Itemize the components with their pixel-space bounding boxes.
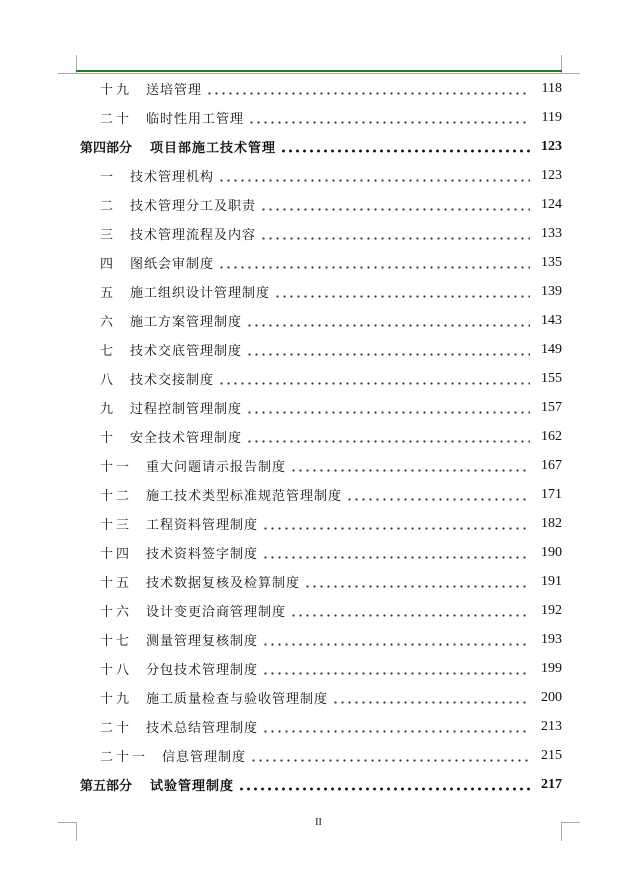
toc-entry[interactable]: [80, 654, 562, 683]
toc-entry-title: 临时性用工管理: [146, 112, 245, 127]
toc-entry[interactable]: [80, 103, 562, 132]
toc-entry-title: 技术交接制度: [130, 373, 215, 388]
toc-part-entry[interactable]: [80, 770, 562, 799]
dot-leader: [218, 169, 530, 182]
toc-entry[interactable]: [80, 364, 562, 393]
toc-entry[interactable]: [80, 161, 562, 190]
dot-leader: [274, 285, 530, 298]
toc-entry-title: 重大问题请示报告制度: [146, 460, 287, 475]
toc-entry-number: 八: [100, 373, 117, 388]
toc-entry[interactable]: [80, 596, 562, 625]
toc-entry-number: 十一: [100, 460, 133, 475]
crop-mark-top-left: [58, 55, 77, 74]
toc-entry-number: 十九: [100, 83, 133, 98]
toc-entry-page: 133: [541, 225, 562, 241]
dot-leader: [246, 343, 530, 356]
toc-entry-page: 167: [541, 457, 562, 473]
toc-entry-number: 五: [100, 286, 117, 301]
dot-leader: [246, 430, 530, 443]
toc-entry-number: 十五: [100, 576, 133, 591]
toc-entry[interactable]: [80, 741, 562, 770]
dot-leader: [260, 227, 530, 240]
toc-entry-number: 十二: [100, 489, 133, 504]
dot-leader: [250, 749, 530, 762]
toc-entry[interactable]: [80, 567, 562, 596]
toc-entry-number: 四: [100, 257, 117, 272]
toc-entry-number: 第四部分: [80, 141, 133, 156]
toc-entry-title: 安全技术管理制度: [130, 431, 243, 446]
dot-leader: [332, 691, 530, 704]
toc-entry-page: 149: [541, 341, 562, 357]
toc-entry-page: 213: [541, 718, 562, 734]
toc-entry-number: 十七: [100, 634, 133, 649]
toc-entry-title: 技术交底管理制度: [130, 344, 243, 359]
toc-entry[interactable]: [80, 277, 562, 306]
footer-page-number: II: [315, 817, 322, 828]
toc-entry[interactable]: [80, 74, 562, 103]
toc-entry-page: 119: [541, 109, 562, 125]
toc-entry-number: 六: [100, 315, 117, 330]
toc-entry[interactable]: [80, 190, 562, 219]
toc-entry-page: 182: [541, 515, 562, 531]
toc-entry[interactable]: [80, 248, 562, 277]
dot-leader: [206, 82, 530, 95]
toc-entry-page: 171: [541, 486, 562, 502]
toc-entry[interactable]: [80, 393, 562, 422]
toc-entry[interactable]: [80, 538, 562, 567]
toc-entry-number: 十四: [100, 547, 133, 562]
dot-leader: [246, 401, 530, 414]
toc-entry-title: 施工方案管理制度: [130, 315, 243, 330]
toc-entry-title: 分包技术管理制度: [146, 663, 259, 678]
toc-entry-page: 162: [541, 428, 562, 444]
toc-entry-title: 过程控制管理制度: [130, 402, 243, 417]
toc-entry-title: 技术管理流程及内容: [130, 228, 257, 243]
toc-entry[interactable]: [80, 219, 562, 248]
toc-entry[interactable]: [80, 422, 562, 451]
toc-entry[interactable]: [80, 509, 562, 538]
dot-leader: [218, 256, 530, 269]
toc-entry-page: 155: [541, 370, 562, 386]
dot-leader: [262, 633, 530, 646]
dot-leader: [238, 778, 530, 791]
toc-entry-number: 三: [100, 228, 117, 243]
toc-entry[interactable]: [80, 712, 562, 741]
crop-mark-top-right: [561, 55, 580, 74]
toc-entry-title: 技术数据复核及检算制度: [146, 576, 301, 591]
toc-entry-number: 二十一: [100, 750, 149, 765]
toc-entry[interactable]: [80, 306, 562, 335]
toc-part-entry[interactable]: [80, 132, 562, 161]
toc-entry-page: 190: [541, 544, 562, 560]
toc-entry-number: 二十: [100, 721, 133, 736]
toc-entry-number: 一: [100, 170, 117, 185]
dot-leader: [262, 720, 530, 733]
toc-entry-title: 测量管理复核制度: [146, 634, 259, 649]
dot-leader: [290, 459, 530, 472]
toc-entry-page: 193: [541, 631, 562, 647]
toc-entry-page: 123: [541, 138, 562, 154]
toc-entry-title: 工程资料管理制度: [146, 518, 259, 533]
dot-leader: [304, 575, 530, 588]
toc-entry-title: 设计变更洽商管理制度: [146, 605, 287, 620]
toc-entry-title: 信息管理制度: [162, 750, 247, 765]
toc-entry-title: 施工技术类型标准规范管理制度: [146, 489, 343, 504]
toc-entry-number: 七: [100, 344, 117, 359]
toc-entry-page: 157: [541, 399, 562, 415]
dot-leader: [290, 604, 530, 617]
dot-leader: [262, 546, 530, 559]
toc-entry-number: 九: [100, 402, 117, 417]
toc-entry-number: 十八: [100, 663, 133, 678]
toc-entry-page: 143: [541, 312, 562, 328]
toc-entry-title: 试验管理制度: [150, 779, 235, 794]
toc-entry-title: 施工质量检查与验收管理制度: [146, 692, 329, 707]
toc-entry-page: 191: [541, 573, 562, 589]
toc-entry-title: 项目部施工技术管理: [150, 141, 277, 156]
toc-entry-number: 十六: [100, 605, 133, 620]
toc-entry[interactable]: [80, 480, 562, 509]
toc-entry-page: 118: [541, 80, 562, 96]
toc-entry-page: 217: [541, 776, 562, 792]
dot-leader: [262, 517, 530, 530]
toc-entry-number: 二十: [100, 112, 133, 127]
dot-leader: [260, 198, 530, 211]
dot-leader: [280, 140, 530, 153]
toc-entry-page: 124: [541, 196, 562, 212]
toc-entry-page: 139: [541, 283, 562, 299]
toc-entry-number: 二: [100, 199, 117, 214]
dot-leader: [262, 662, 530, 675]
header-rule: [76, 70, 562, 72]
toc-entry-title: 送培管理: [146, 83, 203, 98]
toc-entry-page: 200: [541, 689, 562, 705]
toc-entry-title: 技术管理分工及职责: [130, 199, 257, 214]
toc-entry[interactable]: [80, 335, 562, 364]
toc-entry-title: 技术管理机构: [130, 170, 215, 185]
table-of-contents: [80, 74, 562, 799]
toc-entry-number: 十九: [100, 692, 133, 707]
toc-entry-page: 192: [541, 602, 562, 618]
toc-entry-number: 第五部分: [80, 779, 133, 794]
toc-entry-title: 技术总结管理制度: [146, 721, 259, 736]
toc-entry-title: 施工组织设计管理制度: [130, 286, 271, 301]
toc-entry[interactable]: [80, 683, 562, 712]
dot-leader: [248, 111, 530, 124]
dot-leader: [346, 488, 530, 501]
toc-entry-title: 图纸会审制度: [130, 257, 215, 272]
dot-leader: [246, 314, 530, 327]
toc-entry[interactable]: [80, 625, 562, 654]
dot-leader: [218, 372, 530, 385]
toc-entry-number: 十三: [100, 518, 133, 533]
toc-entry-page: 135: [541, 254, 562, 270]
toc-entry-title: 技术资料签字制度: [146, 547, 259, 562]
toc-entry-number: 十: [100, 431, 117, 446]
toc-entry[interactable]: [80, 451, 562, 480]
toc-entry-page: 215: [541, 747, 562, 763]
toc-entry-page: 199: [541, 660, 562, 676]
toc-entry-page: 123: [541, 167, 562, 183]
